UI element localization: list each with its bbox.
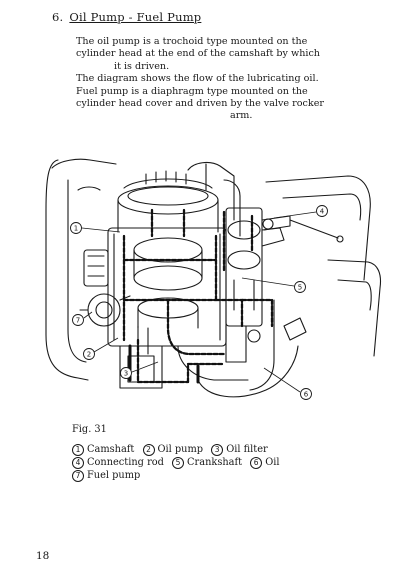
fuel-pump-body [88, 294, 120, 326]
legend-label: Oil [265, 456, 280, 468]
legend-label: Fuel pump [87, 469, 141, 481]
figure-caption: Fig. 31 [72, 424, 107, 435]
legend-row [72, 457, 372, 470]
intro-line: Fuel pump is a diaphragm type mounted on the [76, 85, 308, 97]
intro-line: cylinder head at the end of the camshaft by which [76, 48, 320, 60]
svg-text:4: 4 [319, 207, 325, 216]
page-number: 18 [36, 550, 50, 562]
legend-number: 2 [143, 444, 155, 456]
leader-4 [274, 212, 316, 218]
legend-number: 4 [72, 457, 84, 469]
callout-6 [301, 389, 312, 400]
figure-legend [72, 444, 372, 482]
callout-4 [317, 206, 328, 217]
legend-row [72, 444, 372, 457]
leader-1 [82, 228, 120, 232]
legend-label: Oil pump [157, 444, 204, 455]
housing-left [46, 160, 88, 380]
legend-item [250, 457, 279, 468]
legend-label: Oil filter [226, 444, 268, 455]
callout-3 [121, 368, 132, 379]
legend-item [72, 470, 140, 481]
callout-1 [71, 223, 82, 234]
svg-text:6: 6 [303, 390, 309, 399]
legend-item [211, 444, 268, 455]
legend-number: 3 [211, 444, 223, 456]
legend-label: Crankshaft [187, 456, 243, 468]
legend-label: Camshaft [87, 444, 135, 455]
legend-number: 1 [72, 444, 84, 456]
leader-2 [94, 338, 118, 352]
intro-line: The oil pump is a trochoid type mounted on the [76, 36, 308, 47]
leader-5 [242, 278, 294, 286]
legend-item [72, 444, 134, 455]
housing-right [266, 176, 370, 280]
section-heading: Oil Pump - Fuel Pump [69, 10, 202, 24]
svg-text:2: 2 [86, 350, 92, 359]
callout-7 [73, 315, 84, 326]
callout-2 [84, 349, 95, 360]
intro-paragraph [76, 36, 344, 123]
callout-5 [295, 282, 306, 293]
intro-line: it is driven. [114, 60, 170, 72]
legend-item [72, 457, 164, 468]
svg-text:7: 7 [75, 316, 81, 325]
intro-line: cylinder head cover and driven by the valve rocker [76, 98, 324, 110]
svg-text:3: 3 [123, 369, 129, 378]
svg-text:1: 1 [73, 224, 79, 233]
intro-line: arm. [230, 110, 253, 122]
section-number: 6. [52, 10, 64, 24]
engine-diagram [28, 150, 388, 415]
legend-number: 7 [72, 470, 84, 482]
legend-label: Connecting rod [87, 456, 164, 468]
legend-number: 6 [250, 457, 262, 469]
svg-text:5: 5 [297, 283, 303, 292]
legend-item [143, 444, 204, 455]
intro-line: The diagram shows the flow of the lubricating oil. [76, 73, 319, 85]
legend-item [172, 457, 242, 468]
section-title [52, 10, 201, 24]
legend-row [72, 470, 372, 483]
legend-number: 5 [172, 457, 184, 469]
